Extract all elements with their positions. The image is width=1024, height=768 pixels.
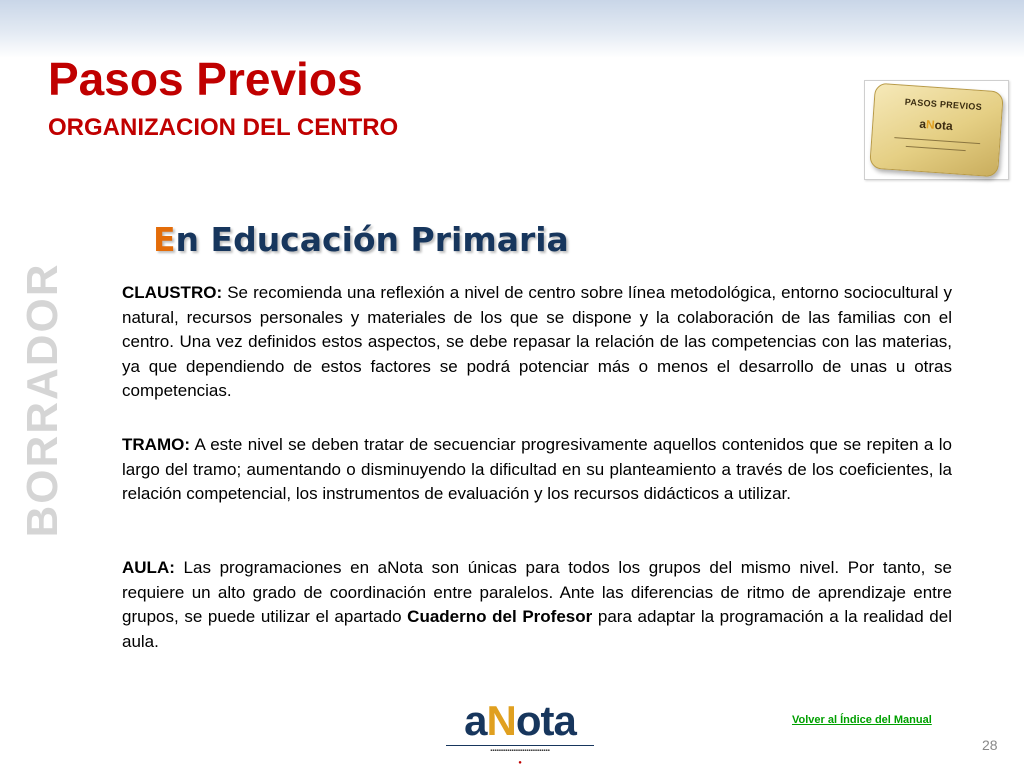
section-heading-initial: E (153, 220, 176, 259)
paragraph-aula (122, 556, 952, 654)
aula-text-before: Las programaciones en aNota son únicas para todos los grupos del mismo nivel. Por tanto, se requiere un alto grado de coordinación entre paralelos. Ante las diferencias de ritmo de aprendizaje entre grupos, se puede utilizar el apartado (122, 558, 952, 626)
page-subtitle: ORGANIZACION DEL CENTRO (48, 114, 399, 141)
pasos-previos-badge-image (864, 80, 1009, 180)
tramo-label: TRAMO: (122, 435, 190, 454)
paragraph-tramo (122, 433, 952, 507)
badge-plaque (869, 83, 1004, 178)
paragraph-claustro (122, 281, 952, 404)
badge-fine-print-line (894, 137, 980, 144)
cuaderno-profesor-emphasis: Cuaderno del Profesor (407, 607, 593, 626)
aula-label: AULA: (122, 558, 175, 577)
anota-footer-logo (440, 697, 600, 766)
back-to-index-link[interactable]: Volver al Índice del Manual (792, 714, 932, 726)
section-heading-rest: n Educación Primaria (175, 220, 569, 259)
anota-wordmark: aNota (464, 697, 576, 744)
logo-underline (446, 745, 594, 746)
claustro-text: Se recomienda una reflexión a nivel de centro sobre línea metodológica, entorno sociocultural y natural, recursos personales y materiales de los que se dispone y la colaboración de las familias con el centro. Una vez definidos estos aspectos, se debe repasar la relación de las competencias con las materias, ya que dependiendo de estos factores se podrá potenciar más o menos el desarrollo de unas u otras competencias. (122, 283, 952, 400)
header-band (0, 0, 1024, 58)
region-crest-icon: ● (518, 760, 522, 766)
claustro-label: CLAUSTRO: (122, 283, 223, 302)
badge-anota-logo: aNota (918, 116, 954, 134)
badge-fine-print-line (906, 146, 966, 151)
page-title: Pasos Previos (48, 53, 363, 105)
page-number: 28 (982, 737, 998, 753)
logo-fine-print-graphic: ▪▪▪▪▪▪▪▪▪▪▪▪▪▪▪▪▪▪▪▪▪▪▪▪▪▪▪▪ (490, 748, 550, 754)
tramo-text: A este nivel se deben tratar de secuenciar progresivamente aquellos contenidos que se repiten a lo largo del tramo; aumentando o disminuyendo la dificultad en su planteamiento a través de los coeficientes, la relación competencial, los instrumentos de evaluación y los recursos didácticos a utilizar. (122, 435, 952, 503)
aula-text-after: para adaptar la programación a la realidad del aula. (122, 607, 952, 651)
section-heading (153, 222, 569, 258)
draft-watermark: BORRADOR (18, 262, 67, 538)
badge-title: PASOS PREVIOS (904, 96, 983, 113)
